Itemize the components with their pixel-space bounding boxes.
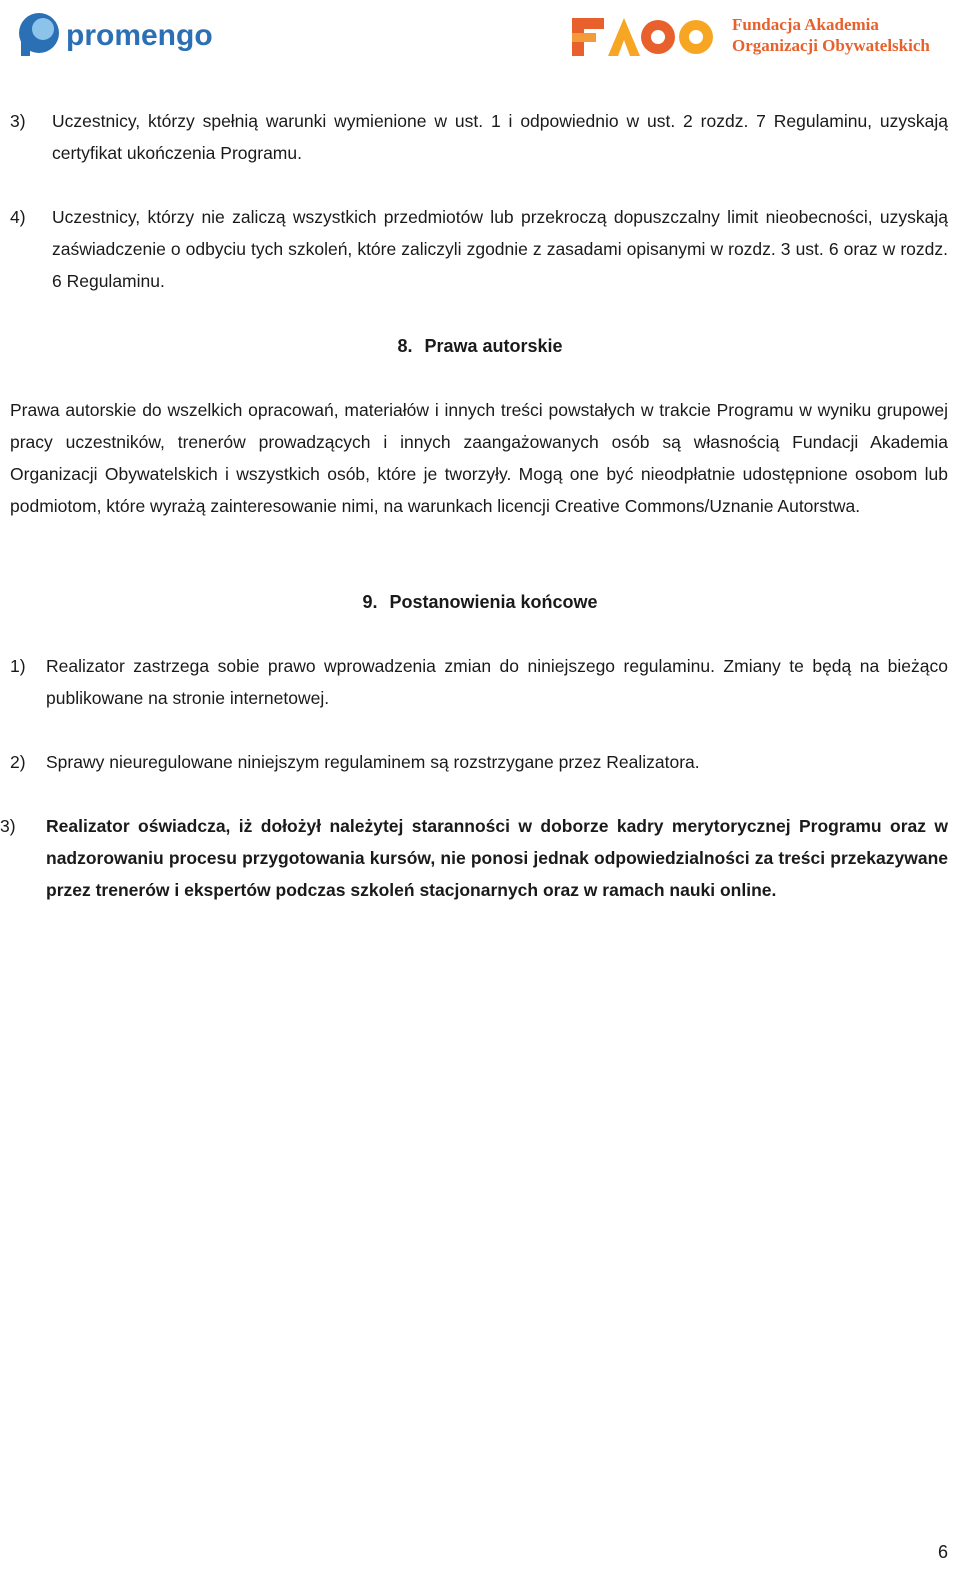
list-item-text: Uczestnicy, którzy spełnią warunki wymienione w ust. 1 i odpowiednio w ust. 2 rozdz. 7 Regulaminu, uzyskają certyfikat ukończenia Programu. bbox=[52, 111, 948, 163]
faoo-logo-line2: Organizacji Obywatelskich bbox=[732, 36, 930, 55]
list-item-number: 1) bbox=[10, 656, 26, 676]
list-item bbox=[10, 105, 948, 169]
list-item-text: Uczestnicy, którzy nie zaliczą wszystkich przedmiotów lub przekroczą dopuszczalny limit nieobecności, uzyskają zaświadczenie o odbyciu tych szkoleń, które zaliczyli zgodnie z zasadami opisanymi w rozdz. 3 ust. 6 oraz w rozdz. 6 Regulaminu. bbox=[52, 207, 948, 291]
list-item-text: Realizator zastrzega sobie prawo wprowadzenia zmian do niniejszego regulaminu. Zmiany te będą na bieżąco publikowane na stronie internetowej. bbox=[46, 656, 948, 708]
list-item bbox=[10, 650, 948, 714]
list-item-text: Realizator oświadcza, iż dołożył należytej staranności w doborze kadry merytorycznej Programu oraz w nadzorowaniu procesu przygotowania kursów, nie ponosi jednak odpowiedzialności za treści przekazywane przez trenerów i ekspertów podczas szkoleń stacjonarnych oraz w ramach nauki online. bbox=[46, 816, 948, 900]
list-item-number: 4) bbox=[10, 207, 26, 227]
promengo-logo bbox=[18, 12, 233, 58]
section-number: 8. bbox=[397, 336, 413, 356]
list-item-number: 2) bbox=[10, 752, 26, 772]
list-item-text: Sprawy nieuregulowane niniejszym regulaminem są rozstrzygane przez Realizatora. bbox=[46, 752, 700, 772]
faoo-logo-line1: Fundacja Akademia bbox=[732, 15, 879, 34]
section-title: Prawa autorskie bbox=[424, 336, 563, 356]
list-item-number: 3) bbox=[10, 111, 26, 131]
faoo-logo-text bbox=[732, 14, 930, 56]
list-item-number: 3) bbox=[0, 816, 16, 836]
promengo-logo-text: promengo bbox=[66, 19, 213, 52]
section-heading-final-provisions bbox=[0, 586, 960, 618]
section-heading-copyright bbox=[0, 330, 960, 362]
faoo-logo bbox=[572, 12, 947, 60]
faoo-logo-mark bbox=[572, 12, 722, 60]
section-number: 9. bbox=[362, 592, 378, 612]
copyright-paragraph: Prawa autorskie do wszelkich opracowań, materiałów i innych treści powstałych w trakcie Programu w wyniku grupowej pracy uczestników, trenerów prowadzących i innych zaangażowanych osób są własnością Fundacji Akademia Organizacji Obywatelskich i wszystkich osób, które je tworzyły. Mogą one być nieodpłatnie udostępnione osobom lub podmiotom, które wyrażą zainteresowanie nimi, na warunkach licencji Creative Commons/Uznanie Autorstwa. bbox=[10, 400, 948, 516]
list-item bbox=[10, 746, 948, 778]
promengo-logo-mark bbox=[18, 12, 233, 58]
section-title: Postanowienia końcowe bbox=[389, 592, 598, 612]
list-item bbox=[0, 810, 948, 906]
list-item bbox=[10, 201, 948, 297]
page-number: 6 bbox=[937, 1542, 948, 1562]
